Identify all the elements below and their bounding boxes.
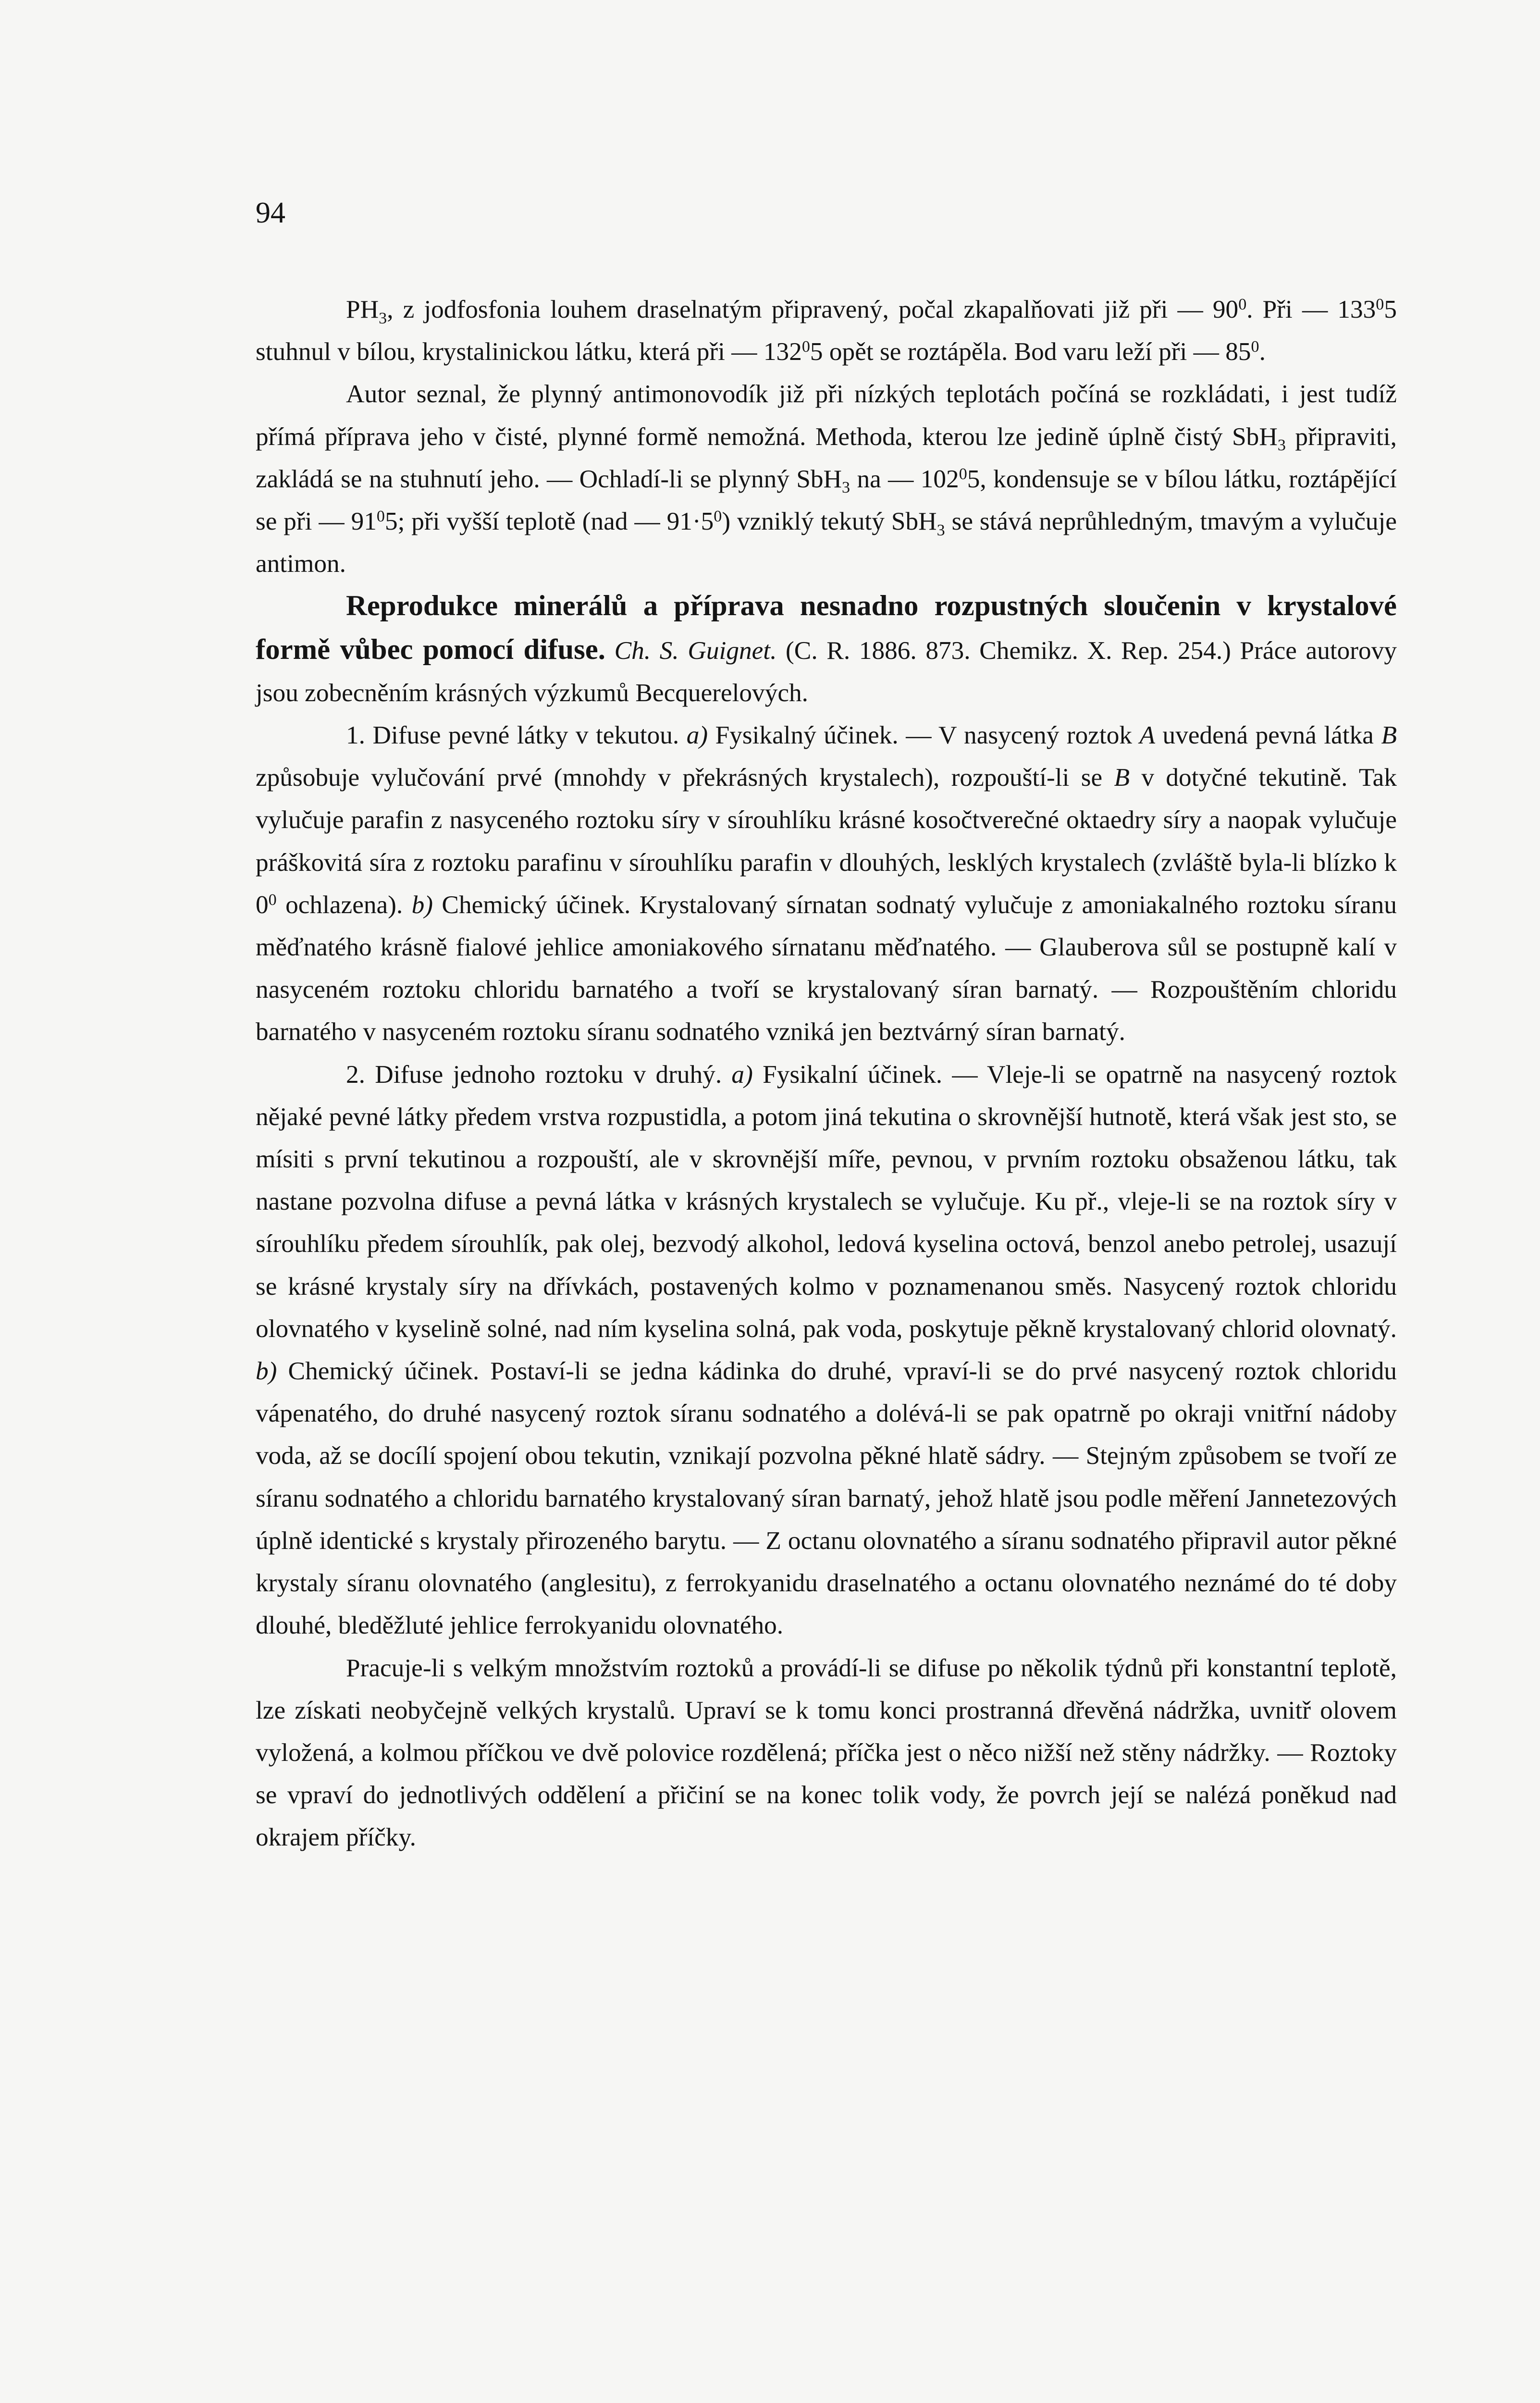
section-author: Ch. S. Guignet. (614, 636, 777, 665)
paragraph-sbh3: Autor seznal, že plynný antimonovodík již při nízkých teplotách počíná se rozkládati, i jest tudíž přímá příprava jeho v čisté, plynné formě nemožná. Methoda, kterou lze jedině úplně čistý SbH$_3$ připraviti, zakládá se na stuhnutí jeho. — Ochladí-li se plynný SbH$_3$ na — $102^05$, kondensuje se v bílou látku, roztápějící se při — $91^05$; při vyšší teplotě (nad — $91\cdot 5^0$) vzniklý tekutý SbH$_3$ se stává neprůhledným, tmavým a vylučuje antimon. (256, 380, 1397, 578)
section-heading: Reprodukce minerálů a příprava nesnadno rozpustných sloučenin v krystalové formě vůbec pomocí difuse. (256, 590, 1397, 666)
body-text (256, 288, 1397, 1859)
page-number: 94 (256, 197, 285, 229)
paragraph-large-crystals: Pracuje-li s velkým množstvím roztoků a provádí-li se difuse po několik týdnů při konstantní teplotě, lze získati neobyčejně velkých krystalů. Upraví se k tomu konci prostranná dřevěná nádržka, uvnitř olovem vyložená, a kolmou příčkou ve dvě polovice rozdělená; příčka jest o něco nižší než stěny nádržky. — Roztoky se vpraví do jednotlivých oddělení a přičiní se na konec tolik vody, že povrch její se nalézá poněkud nad okrajem příčky. (256, 1653, 1397, 1852)
paragraph-ph3: $PH_3$, z jodfosfonia louhem draselnatým připravený, počal zkapalňovati již při — $90^0$. Při — $133^05$ stuhnul v bílou, krystalinickou látku, která při — $132^05$ opět se roztápěla. Bod varu leží při — $85^0$. (256, 295, 1397, 366)
paragraph-solution-diffusion: 2. Difuse jednoho roztoku v druhý. a) Fysikalní účinek. — Vleje-li se opatrně na nasycený roztok nějaké pevné látky předem vrstva rozpustidla, a potom jiná tekutina o skrovnější hutnotě, která však jest sto, se mísiti s první tekutinou a rozpouští, ale v skrovnější míře, pevnou, v prvním roztoku obsaženou látku, tak nastane pozvolna difuse a pevná látka v krásných krystalech se vylučuje. Ku př., vleje-li se na roztok síry v sírouhlíku předem sírouhlík, pak olej, bezvodý alkohol, ledová kyselina octová, benzol anebo petrolej, usazují se krásné krystaly síry na dřívkách, postavených kolmo v poznamenanou směs. Nasycený roztok chloridu olovnatého v kyselině solné, nad ním kyselina solná, pak voda, poskytuje pěkně krystalovaný chlorid olovnatý. b) Chemický účinek. Postaví-li se jedna kádinka do druhé, vpraví-li se do prvé nasycený roztok chloridu vápenatého, do druhé nasycený roztok síranu sodnatého a dolévá-li se pak opatrně po okraji vnitřní nádoby voda, až se docílí spojení obou tekutin, vznikají pozvolna pěkné hlatě sádry. — Stejným způsobem se tvoří ze síranu sodnatého a chloridu barnatého krystalovaný síran barnatý, jehož hlatě jsou podle měření Jannetezových úplně identické s krystaly přirozeného barytu. — Z octanu olovnatého a síranu sodnatého připravil autor pěkné krystaly síranu olovnatého (anglesitu), z ferrokyanidu draselnatého a octanu olovnatého neznámé do té doby dlouhé, bleděžluté jehlice ferrokyanidu olovnatého. (256, 1060, 1397, 1640)
paragraph-section-heading: Reprodukce minerálů a příprava nesnadno rozpustných sloučenin v krystalové formě vůbec pomocí difuse. Ch. S. Guignet. (C. R. 1886. 873. Chemikz. X. Rep. 254.) Práce autorovy jsou zobecněním krásných výzkumů Becquerelových. (256, 590, 1397, 707)
paragraph-solid-diffusion: 1. Difuse pevné látky v tekutou. a) Fysikalný účinek. — V nasycený roztok A uvedená pevná látka B způsobuje vylučování prvé (mnohdy v překrásných krystalech), rozpouští-li se B v dotyčné tekutině. Tak vylučuje parafin z nasyceného roztoku síry v sírouhlíku krásné kosočtverečné oktaedry síry a naopak vylučuje práškovitá síra z roztoku parafinu v sírouhlíku parafin v dlouhých, lesklých krystalech (zvláště byla-li blízko k $0^0$ ochlazena). b) Chemický účinek. Krystalovaný sírnatan sodnatý vylučuje z amoniakalného roztoku síranu měďnatého krásně fialové jehlice amoniakového sírnatanu měďnatého. — Glauberova sůl se postupně kalí v nasyceném roztoku chloridu barnatého a tvoří se krystalovaný síran barnatý. — Rozpouštěním chloridu barnatého v nasyceném roztoku síranu sodnatého vzniká jen beztvárný síran barnatý. (256, 721, 1397, 1046)
